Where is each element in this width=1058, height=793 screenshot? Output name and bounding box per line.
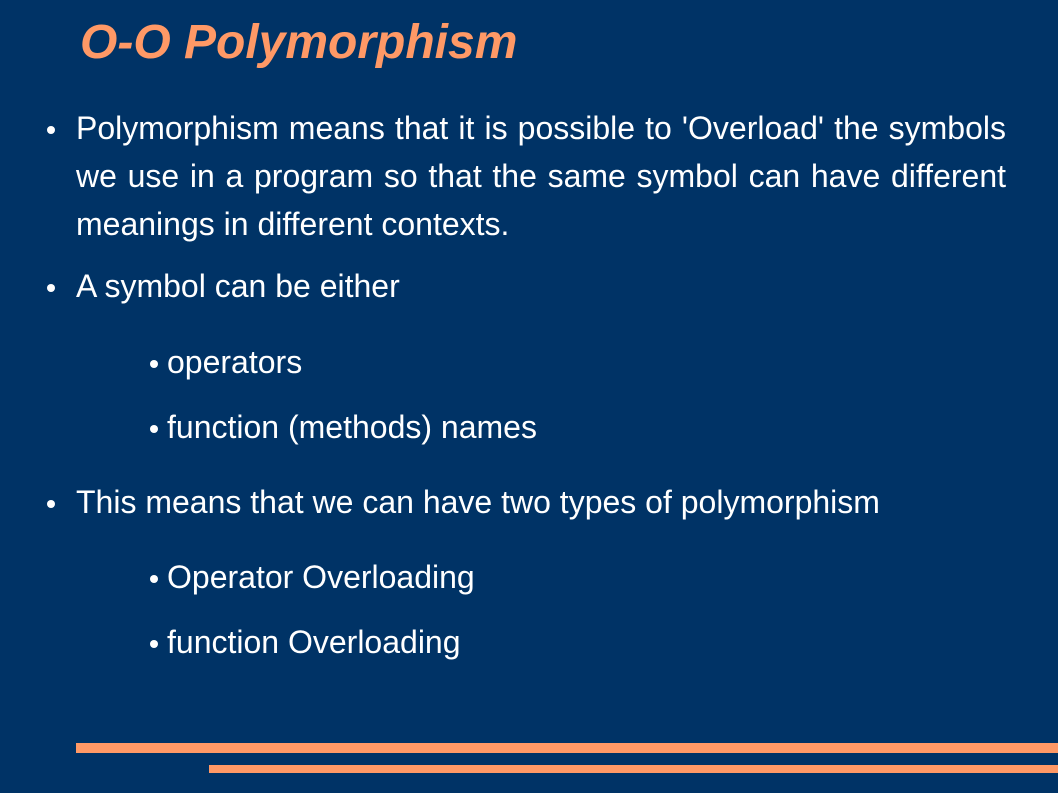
sub-bullet-text: Operator Overloading <box>167 559 475 595</box>
bullet-dot-icon <box>150 360 158 368</box>
footer-accent-bar-top <box>76 743 1058 753</box>
bullet-dot-icon <box>47 126 55 134</box>
sub-bullet-text: function (methods) names <box>167 409 537 445</box>
bullet-item <box>76 104 1006 248</box>
bullet-dot-icon <box>47 500 55 508</box>
bullet-text: A symbol can be either <box>76 268 400 304</box>
footer-accent-bar-bottom <box>209 765 1058 773</box>
bullet-text: This means that we can have two types of polymorphism <box>76 484 880 520</box>
bullet-text: Polymorphism means that it is possible to 'Overload' the symbols we use in a program so that the same symbol can have different meanings in different contexts. <box>76 110 1006 242</box>
bullet-dot-icon <box>150 640 158 648</box>
bullet-dot-icon <box>47 284 55 292</box>
bullet-dot-icon <box>150 425 158 433</box>
bullet-item <box>76 262 1006 310</box>
bullet-item <box>76 478 1006 526</box>
sub-bullet-item <box>167 403 1027 451</box>
bullet-dot-icon <box>150 575 158 583</box>
sub-bullet-text: function Overloading <box>167 624 461 660</box>
sub-bullet-text: operators <box>167 344 303 380</box>
sub-bullet-item <box>167 553 1027 601</box>
sub-bullet-item <box>167 618 1027 666</box>
sub-bullet-item <box>167 338 1027 386</box>
slide-title: O-O Polymorphism <box>80 16 518 69</box>
